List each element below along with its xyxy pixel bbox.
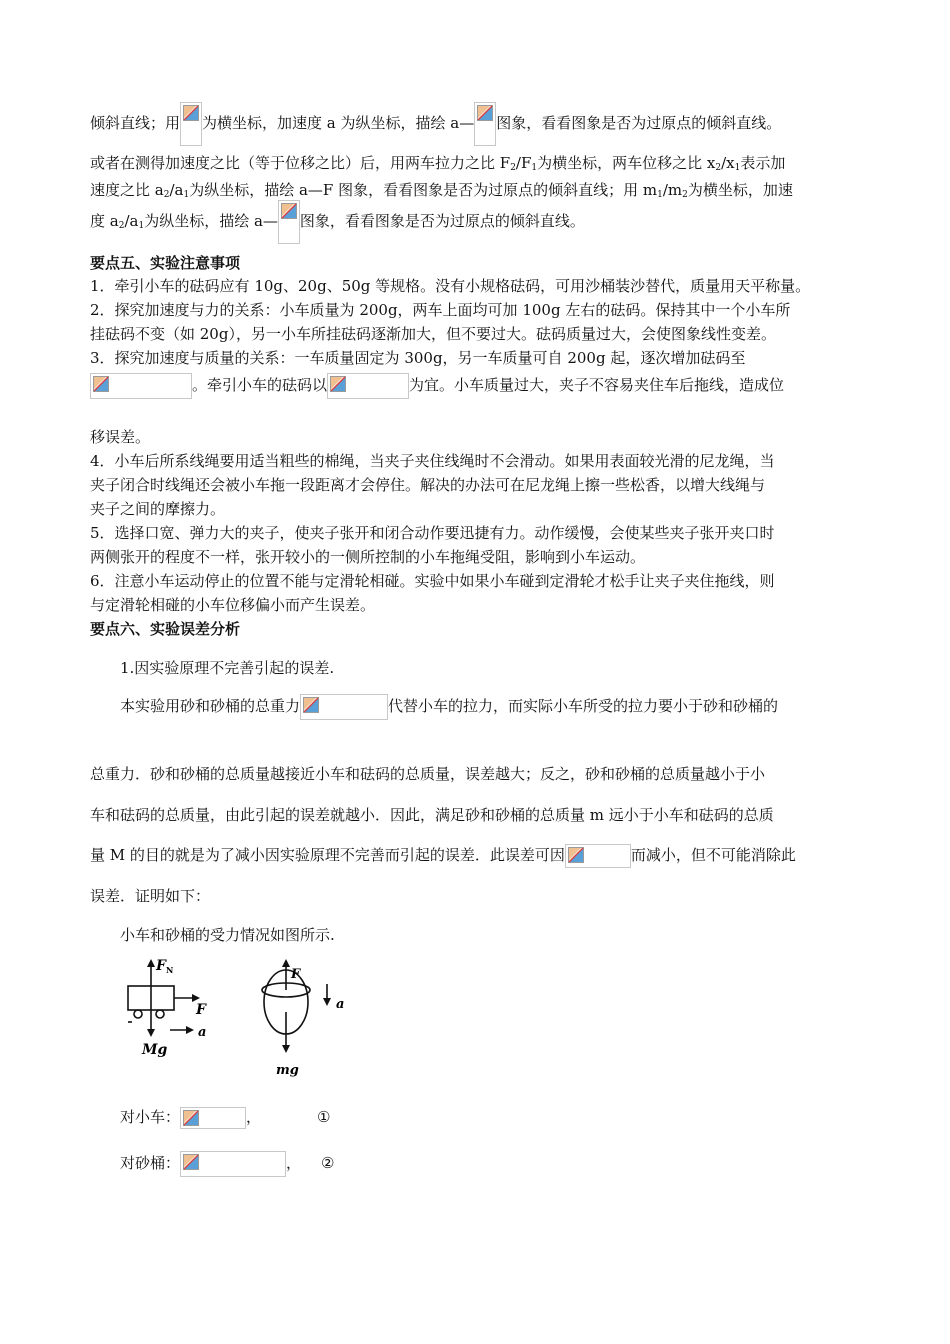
text-span: /a xyxy=(124,212,139,230)
text-span: 为横坐标，加速度 a 为纵坐标，描绘 a— xyxy=(202,114,475,132)
paragraph-line xyxy=(90,844,796,868)
text-span: 度 a xyxy=(90,212,119,230)
text-span: 图象，看看图象是否为过原点的倾斜直线。 xyxy=(496,114,782,132)
force-diagram xyxy=(120,956,360,1086)
equation-line-1 xyxy=(120,1106,330,1129)
paragraph-line: 误差．证明如下： xyxy=(90,887,211,905)
label-a-bucket: a xyxy=(336,997,345,1012)
text-span: /a xyxy=(169,181,184,199)
label-mg-cart: Mg xyxy=(142,1042,168,1058)
equation-label: 对砂桶： xyxy=(120,1154,181,1172)
intro-line-1 xyxy=(90,102,781,146)
subscript: 1 xyxy=(531,163,538,173)
text-span: 。牵引小车的砝码以 xyxy=(192,376,328,394)
paragraph-line: 总重力．砂和砂桶的总质量越接近小车和砝码的总质量，误差越大；反之，砂和砂桶的总质量越小于小 xyxy=(90,765,766,783)
text-span: /m xyxy=(662,181,683,199)
text-span: 为宜。小车质量过大，夹子不容易夹住车后拖线，造成位 xyxy=(409,376,785,394)
paragraph-line: 挂砝码不变（如 20g），另一小车所挂砝码逐渐加大，但不要过大。砝码质量过大，会使图象线性变差。 xyxy=(90,325,776,343)
label-mg-bucket: mg xyxy=(276,1063,299,1078)
formula-image-icon xyxy=(180,102,202,146)
formula-image-icon xyxy=(90,373,192,399)
paragraph-line: 两侧张开的程度不一样，张开较小的一侧所控制的小车拖绳受阻，影响到小车运动。 xyxy=(90,548,646,566)
formula-image-icon xyxy=(180,1107,246,1129)
formula-image-icon xyxy=(180,1151,286,1177)
subscript: 2 xyxy=(682,190,688,200)
text-span: ， xyxy=(246,1108,262,1126)
subscript: 2 xyxy=(118,221,125,231)
subscript: 1 xyxy=(183,190,190,200)
paragraph-line: 2．探究加速度与力的关系：小车质量为 200g，两车上面均可加 100g 左右的砝码。保持其中一个小车所 xyxy=(90,301,791,319)
paragraph-line: 车和砝码的总质量，由此引起的误差就越小．因此，满足砂和砂桶的总质量 m 远小于小车和砝码的总质 xyxy=(90,806,774,824)
formula-image-icon xyxy=(474,102,496,146)
paragraph-line: 与定滑轮相碰的小车位移偏小而产生误差。 xyxy=(90,596,376,614)
text-span: /F xyxy=(515,154,532,172)
paragraph-line: 小车和砂桶的受力情况如图所示. xyxy=(120,926,335,944)
text-span: ， xyxy=(286,1154,302,1172)
text-span: 代替小车的拉力，而实际小车所受的拉力要小于砂和砂桶的 xyxy=(388,697,779,715)
text-span: 本实验用砂和砂桶的总重力 xyxy=(120,697,301,715)
cart-wheel xyxy=(156,1010,164,1018)
paragraph-line: 4．小车后所系线绳要用适当粗些的棉绳，当夹子夹住线绳时不会滑动。如果用表面较光滑的尼龙绳，当 xyxy=(90,452,775,470)
formula-image-icon xyxy=(327,373,409,399)
subscript: 1 xyxy=(734,163,741,173)
intro-line-3 xyxy=(90,179,793,201)
intro-line-4 xyxy=(90,200,585,244)
text-span: 而减小，但不可能消除此 xyxy=(630,846,796,864)
paragraph-line xyxy=(90,373,784,399)
equation-label: 对小车： xyxy=(120,1108,181,1126)
section-heading: 要点六、实验误差分析 xyxy=(90,620,241,638)
text-span: 为横坐标，加速 xyxy=(687,181,793,199)
text-span: /x xyxy=(721,154,735,172)
equation-line-2 xyxy=(120,1151,334,1177)
subscript: 1 xyxy=(657,190,663,200)
subscript: 2 xyxy=(163,190,170,200)
text-span: 速度之比 a xyxy=(90,181,164,199)
paragraph-line: 1.因实验原理不完善引起的误差. xyxy=(120,659,335,677)
label-f-bucket: F xyxy=(291,967,301,982)
paragraph-line: 6．注意小车运动停止的位置不能与定滑轮相碰。实验中如果小车碰到定滑轮才松手让夹子夹住拖线，则 xyxy=(90,572,775,590)
text-span: 为纵坐标，描绘 a— xyxy=(144,212,278,230)
equation-number: ② xyxy=(321,1154,335,1172)
paragraph-line: 1．牵引小车的砝码应有 10g、20g、50g 等规格。没有小规格砝码，可用沙桶装沙替代，质量用天平称量。 xyxy=(90,277,811,295)
formula-image-icon xyxy=(565,844,631,868)
intro-line-2 xyxy=(90,152,785,174)
label-fn-sub: N xyxy=(166,965,174,975)
text-span: 量 M 的目的就是为了减小因实验原理不完善而引起的误差．此误差可因 xyxy=(90,846,565,864)
subscript: 2 xyxy=(510,163,516,173)
text-span: 图象，看看图象是否为过原点的倾斜直线。 xyxy=(299,212,585,230)
equation-number: ① xyxy=(317,1108,331,1126)
formula-image-icon xyxy=(278,200,300,244)
paragraph-line: 移误差。 xyxy=(90,428,151,446)
cart-wheel xyxy=(134,1010,142,1018)
paragraph-line: 夹子闭合时线绳还会被小车拖一段距离才会停住。解决的办法可在尼龙绳上擦一些松香，以增大线绳与 xyxy=(90,476,766,494)
label-fn: F xyxy=(156,958,166,974)
paragraph-line xyxy=(120,694,778,720)
label-f: F xyxy=(196,1002,206,1018)
subscript: 2 xyxy=(715,163,722,173)
paragraph-line: 3．探究加速度与质量的关系：一车质量固定为 300g，另一车质量可自 200g 起，逐次增加砝码至 xyxy=(90,349,746,367)
formula-image-icon xyxy=(300,694,388,720)
subscript: 1 xyxy=(138,221,145,231)
text-span: 为纵坐标，描绘 a—F 图象，看看图象是否为过原点的倾斜直线；用 m xyxy=(189,181,658,199)
text-span: 或者在测得加速度之比（等于位移之比）后，用两车拉力之比 F xyxy=(90,154,511,172)
label-a: a xyxy=(198,1025,207,1040)
paragraph-line: 5．选择口宽、弹力大的夹子，使夹子张开和闭合动作要迅捷有力。动作缓慢，会使某些夹子张开夹口时 xyxy=(90,524,775,542)
section-heading: 要点五、实验注意事项 xyxy=(90,254,241,272)
paragraph-line: 夹子之间的摩擦力。 xyxy=(90,500,226,518)
text-span: 倾斜直线；用 xyxy=(90,114,181,132)
text-span: 表示加 xyxy=(740,154,786,172)
text-span: 为横坐标，两车位移之比 x xyxy=(537,154,716,172)
